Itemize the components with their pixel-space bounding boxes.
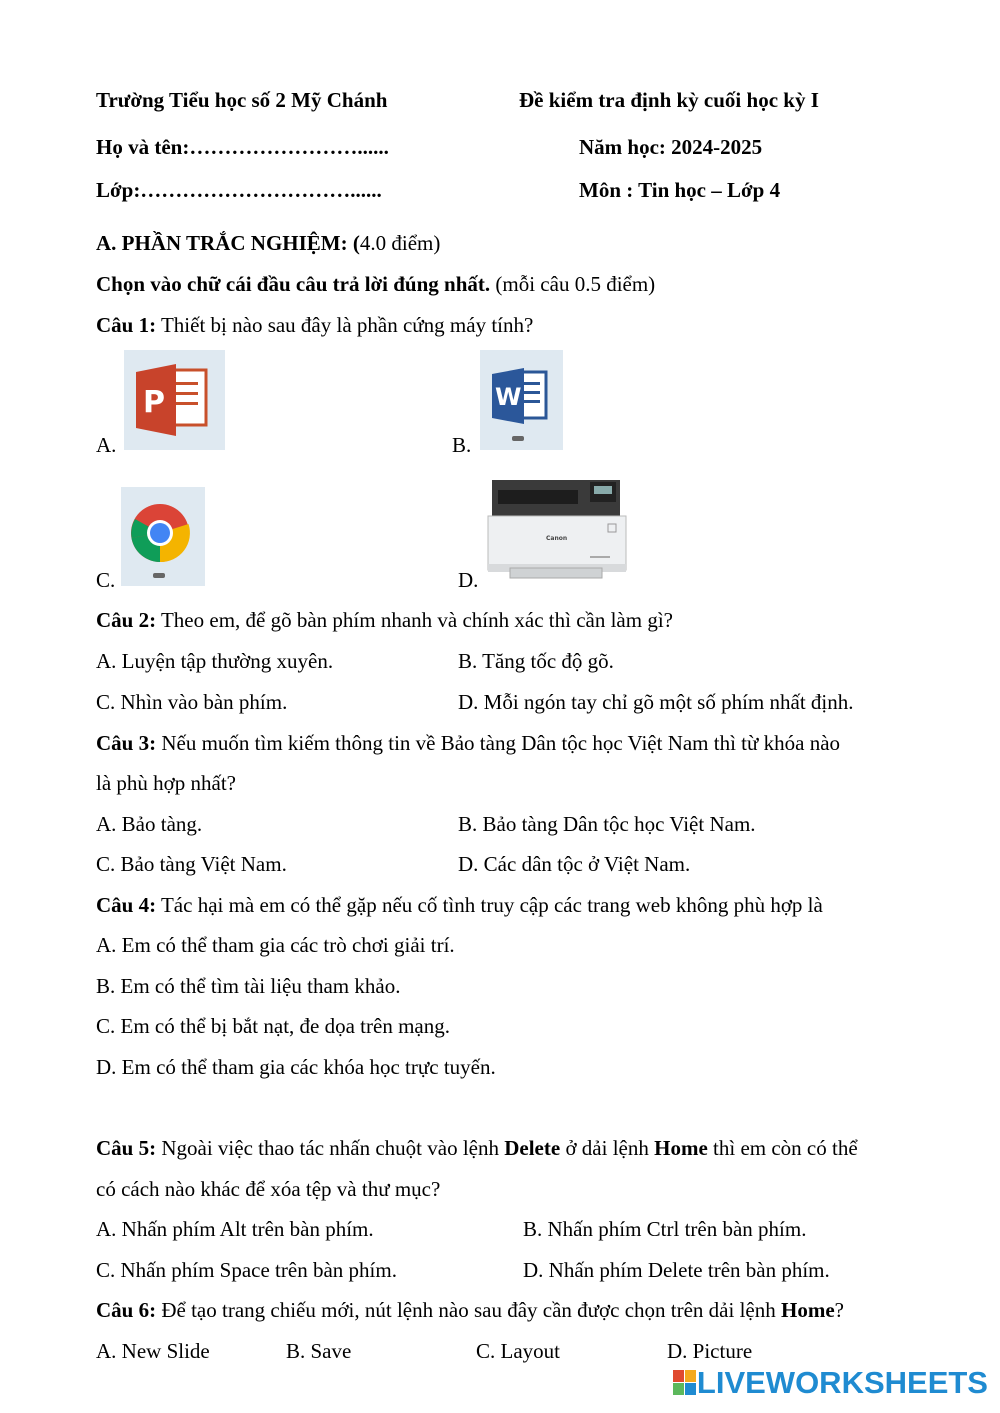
liveworksheets-icon xyxy=(673,1370,697,1396)
svg-text:P: P xyxy=(143,385,165,420)
q4-text: Tác hại mà em có thể gặp nếu cố tình truy cập các trang web không phù hợp là xyxy=(160,893,823,917)
q3-text-line2: là phù hợp nhất? xyxy=(96,771,236,795)
q3-option-c[interactable]: C. Bảo tàng Việt Nam. xyxy=(96,852,287,876)
q5-option-b[interactable]: B. Nhấn phím Ctrl trên bàn phím. xyxy=(523,1217,807,1241)
q5-text-part1: Ngoài việc thao tác nhấn chuột vào lệnh xyxy=(161,1136,499,1160)
q2-option-c[interactable]: C. Nhìn vào bàn phím. xyxy=(96,690,288,714)
q5-option-c[interactable]: C. Nhấn phím Space trên bàn phím. xyxy=(96,1258,397,1282)
question-6 xyxy=(96,1300,844,1321)
class-line: Lớp:…………………………...... xyxy=(96,178,382,202)
instruction-note: (mỗi câu 0.5 điểm) xyxy=(495,272,656,296)
instruction-bold: Chọn vào chữ cái đầu câu trả lời đúng nhất. xyxy=(96,272,491,296)
exam-title: Đề kiểm tra định kỳ cuối học kỳ I xyxy=(519,88,819,112)
q4-option-b[interactable]: B. Em có thể tìm tài liệu tham khảo. xyxy=(96,974,401,998)
q2-option-b[interactable]: B. Tăng tốc độ gõ. xyxy=(458,649,614,673)
q6-option-c[interactable]: C. Layout xyxy=(476,1339,560,1363)
q5-option-a[interactable]: A. Nhấn phím Alt trên bàn phím. xyxy=(96,1217,374,1241)
q6-option-b[interactable]: B. Save xyxy=(286,1339,352,1363)
q6-text: Để tạo trang chiếu mới, nút lệnh nào sau đây cần được chọn trên dải lệnh xyxy=(161,1298,776,1322)
q3-option-a[interactable]: A. Bảo tàng. xyxy=(96,812,203,836)
logo-text: LIVEWORKSHEETS xyxy=(696,1365,988,1400)
school-name: Trường Tiểu học số 2 Mỹ Chánh xyxy=(96,88,388,112)
section-a-instruction xyxy=(96,274,655,295)
school-year: Năm học: 2024-2025 xyxy=(579,135,763,159)
subject: Môn : Tin học – Lớp 4 xyxy=(579,178,781,202)
question-4 xyxy=(96,895,823,916)
q2-option-a[interactable]: A. Luyện tập thường xuyên. xyxy=(96,649,334,673)
q2-text: Theo em, để gõ bàn phím nhanh và chính xác thì cần làm gì? xyxy=(160,608,673,632)
q1-option-a-label[interactable]: A. xyxy=(96,433,117,457)
powerpoint-icon[interactable] xyxy=(124,350,225,450)
q6-option-a[interactable]: A. New Slide xyxy=(96,1339,210,1363)
q4-option-d[interactable]: D. Em có thể tham gia các khóa học trực tuyến. xyxy=(96,1055,496,1079)
q3-option-b[interactable]: B. Bảo tàng Dân tộc học Việt Nam. xyxy=(458,812,756,836)
printer-icon[interactable] xyxy=(486,468,629,586)
q1-option-b-label[interactable]: B. xyxy=(452,433,472,457)
q6-option-d[interactable]: D. Picture xyxy=(667,1339,753,1363)
q1-text: Thiết bị nào sau đây là phần cứng máy tính? xyxy=(160,313,534,337)
q5-text-line2: có cách nào khác để xóa tệp và thư mục? xyxy=(96,1177,441,1201)
q6-end: ? xyxy=(834,1298,844,1322)
q2-option-d[interactable]: D. Mỗi ngón tay chỉ gõ một số phím nhất định. xyxy=(458,690,854,714)
q5-option-d[interactable]: D. Nhấn phím Delete trên bàn phím. xyxy=(523,1258,830,1282)
section-a-points: 4.0 điểm) xyxy=(359,231,441,255)
section-a-heading: A. PHẦN TRẮC NGHIỆM: ( xyxy=(96,231,360,255)
q3-label: Câu 3: xyxy=(96,731,157,755)
question-3 xyxy=(96,733,840,754)
q6-label: Câu 6: xyxy=(96,1298,157,1322)
q3-text-line1: Nếu muốn tìm kiếm thông tin về Bảo tàng Dân tộc học Việt Nam thì từ khóa nào xyxy=(161,731,841,755)
q4-option-a[interactable]: A. Em có thể tham gia các trò chơi giải trí. xyxy=(96,933,455,957)
question-2 xyxy=(96,610,673,631)
q5-text-part2: ở dải lệnh xyxy=(565,1136,649,1160)
q1-label: Câu 1: xyxy=(96,313,157,337)
q1-option-c-label[interactable]: C. xyxy=(96,568,116,592)
student-name-line: Họ và tên:……………………...... xyxy=(96,135,389,159)
q5-text-part3: thì em còn có thể xyxy=(713,1136,858,1160)
printer-brand: Canon xyxy=(546,535,568,542)
svg-text:W: W xyxy=(495,383,522,411)
q4-label: Câu 4: xyxy=(96,893,157,917)
q2-label: Câu 2: xyxy=(96,608,157,632)
question-5 xyxy=(96,1138,858,1159)
q4-option-c[interactable]: C. Em có thể bị bắt nạt, đe dọa trên mạng. xyxy=(96,1014,450,1038)
liveworksheets-logo[interactable] xyxy=(673,1365,988,1401)
q1-option-d-label[interactable]: D. xyxy=(458,568,479,592)
q3-option-d[interactable]: D. Các dân tộc ở Việt Nam. xyxy=(458,852,691,876)
q5-label: Câu 5: xyxy=(96,1136,157,1160)
q5-bold-home: Home xyxy=(654,1136,708,1160)
section-a-title xyxy=(96,233,440,254)
question-1 xyxy=(96,315,533,336)
q5-bold-delete: Delete xyxy=(504,1136,561,1160)
word-icon[interactable] xyxy=(480,350,563,450)
q6-bold-home: Home xyxy=(781,1298,835,1322)
chrome-icon[interactable] xyxy=(121,487,205,586)
